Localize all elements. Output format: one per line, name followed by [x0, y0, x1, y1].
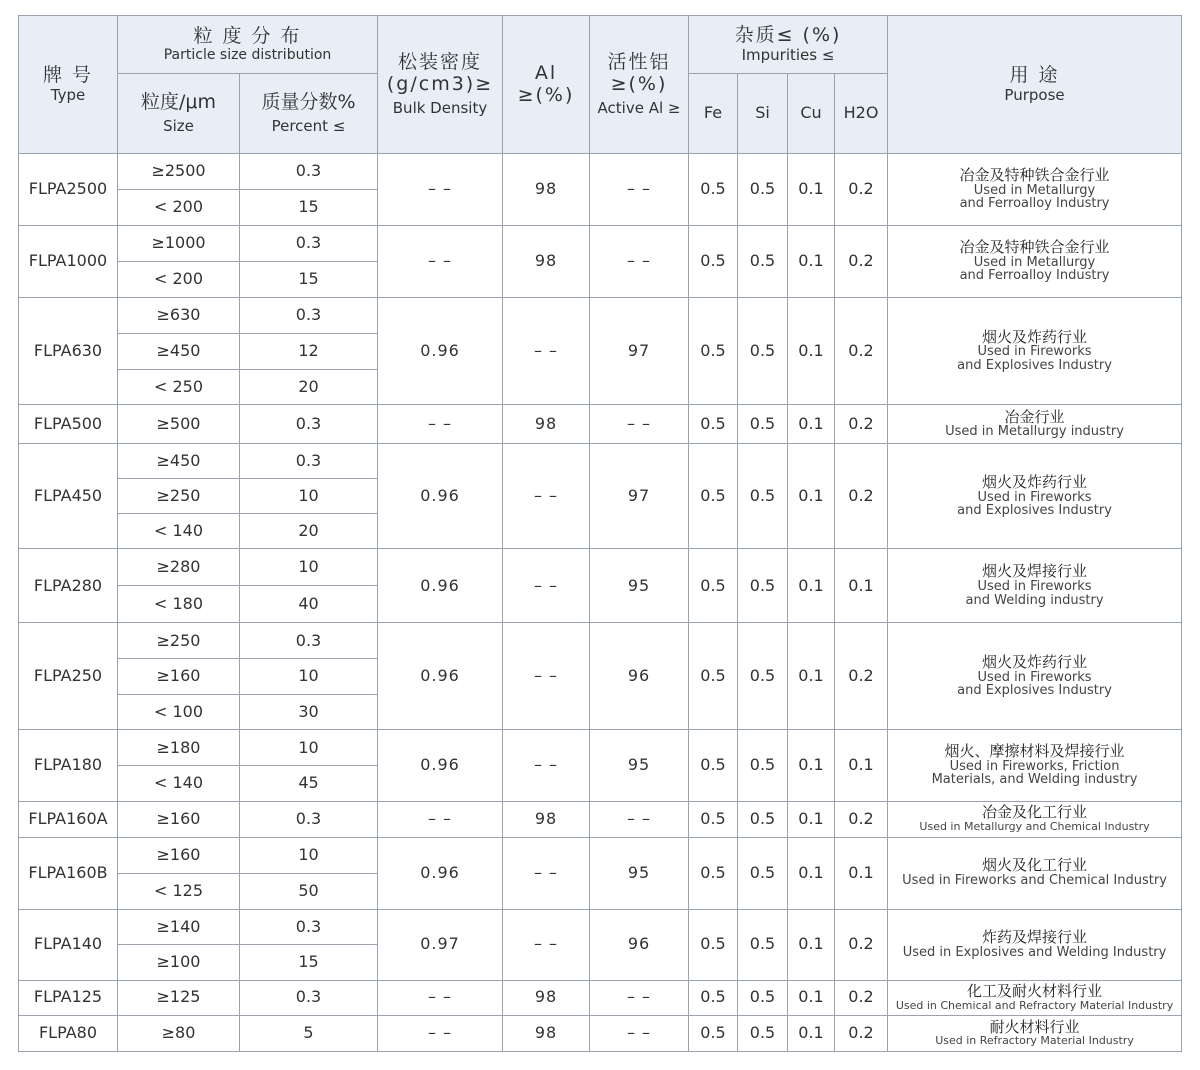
header-impurities [689, 16, 888, 74]
table-row [19, 980, 1182, 1015]
si-cell: 0.5 [738, 980, 788, 1015]
purpose-en: Used in Fireworks [977, 489, 1092, 505]
bulk-density-cell: 0.96 [378, 730, 503, 801]
purpose-cell [888, 444, 1182, 549]
header-cu: Cu [788, 74, 835, 154]
size-cell: ≥180 [118, 730, 240, 766]
header-psd [118, 16, 378, 74]
purpose-en: Used in Fireworks and Chemical Industry [902, 873, 1167, 889]
percent-cell: 0.3 [240, 444, 378, 479]
fe-cell: 0.5 [689, 549, 738, 623]
percent-cell: 15 [240, 262, 378, 298]
active-al-cell: – – [590, 1015, 689, 1051]
spec-table [18, 15, 1182, 1052]
active-al-cell: 95 [590, 837, 689, 909]
table-row [19, 837, 1182, 873]
size-cell: ≥500 [118, 405, 240, 444]
al-cell: – – [503, 730, 590, 801]
size-cell: ≥140 [118, 909, 240, 945]
table-row [19, 1015, 1182, 1051]
type-cell: FLPA250 [19, 623, 118, 730]
fe-cell: 0.5 [689, 405, 738, 444]
active-al-cell: 96 [590, 909, 689, 980]
percent-cell: 15 [240, 190, 378, 226]
purpose-cell [888, 980, 1182, 1015]
header-si: Si [738, 74, 788, 154]
si-cell: 0.5 [738, 298, 788, 405]
purpose-cn: 烟火及炸药行业 [982, 472, 1088, 491]
size-cell: ≥1000 [118, 226, 240, 262]
table-row [19, 549, 1182, 586]
bulk-density-cell: – – [378, 980, 503, 1015]
fe-cell: 0.5 [689, 444, 738, 549]
si-cell: 0.5 [738, 549, 788, 623]
bulk-density-cell: 0.96 [378, 549, 503, 623]
active-al-cell: – – [590, 226, 689, 298]
si-cell: 0.5 [738, 405, 788, 444]
table-row [19, 444, 1182, 479]
purpose-cell [888, 909, 1182, 980]
al-cell: 98 [503, 1015, 590, 1051]
al-cell: – – [503, 444, 590, 549]
percent-cell: 0.3 [240, 405, 378, 444]
size-cell: < 125 [118, 873, 240, 909]
header-imp-cn: 杂质≤ (%) [734, 23, 842, 46]
bulk-density-cell: 0.96 [378, 444, 503, 549]
percent-cell: 20 [240, 369, 378, 405]
size-cell: ≥125 [118, 980, 240, 1015]
purpose-cell [888, 730, 1182, 801]
header-active-l2: ≥(%) [610, 72, 668, 95]
al-cell: 98 [503, 980, 590, 1015]
type-cell: FLPA280 [19, 549, 118, 623]
purpose-en: Used in Chemical and Refractory Material Industry [895, 998, 1174, 1012]
table-row [19, 623, 1182, 659]
purpose-en: Used in Fireworks [977, 669, 1092, 685]
header-h2o: H2O [835, 74, 888, 154]
header-fe: Fe [689, 74, 738, 154]
size-cell: < 200 [118, 262, 240, 298]
size-cell: ≥80 [118, 1015, 240, 1051]
size-cell: < 200 [118, 190, 240, 226]
size-cell: ≥450 [118, 333, 240, 369]
h2o-cell: 0.2 [835, 405, 888, 444]
table-row [19, 730, 1182, 766]
si-cell: 0.5 [738, 226, 788, 298]
si-cell: 0.5 [738, 623, 788, 730]
bulk-density-cell: 0.96 [378, 837, 503, 909]
purpose-cn: 烟火及炸药行业 [982, 327, 1088, 346]
purpose-cell [888, 549, 1182, 623]
size-cell: ≥160 [118, 801, 240, 837]
cu-cell: 0.1 [788, 909, 835, 980]
active-al-cell: – – [590, 154, 689, 226]
purpose-cell [888, 154, 1182, 226]
al-cell: 98 [503, 405, 590, 444]
type-cell: FLPA180 [19, 730, 118, 801]
active-al-cell: 95 [590, 549, 689, 623]
size-cell: < 140 [118, 765, 240, 801]
bulk-density-cell: – – [378, 801, 503, 837]
table-row [19, 154, 1182, 190]
si-cell: 0.5 [738, 837, 788, 909]
purpose-en: Used in Metallurgy and Chemical Industry [919, 820, 1150, 834]
percent-cell: 30 [240, 694, 378, 730]
purpose-en: and Welding industry [965, 592, 1104, 608]
si-cell: 0.5 [738, 730, 788, 801]
purpose-en: Used in Refractory Material Industry [935, 1034, 1134, 1048]
fe-cell: 0.5 [689, 1015, 738, 1051]
header-active [590, 16, 689, 154]
fe-cell: 0.5 [689, 226, 738, 298]
purpose-cn: 耐火材料行业 [989, 1017, 1080, 1036]
size-cell: ≥450 [118, 444, 240, 479]
header-psd-en: Particle size distribution [163, 47, 332, 64]
fe-cell: 0.5 [689, 980, 738, 1015]
bulk-density-cell: – – [378, 154, 503, 226]
percent-cell: 12 [240, 333, 378, 369]
size-cell: ≥160 [118, 659, 240, 695]
al-cell: – – [503, 623, 590, 730]
type-cell: FLPA450 [19, 444, 118, 549]
percent-cell: 10 [240, 479, 378, 514]
purpose-cn: 烟火、摩擦材料及焊接行业 [944, 741, 1125, 760]
type-cell: FLPA500 [19, 405, 118, 444]
table-row [19, 298, 1182, 334]
size-cell: ≥250 [118, 479, 240, 514]
si-cell: 0.5 [738, 154, 788, 226]
si-cell: 0.5 [738, 1015, 788, 1051]
header-type-en: Type [50, 85, 86, 104]
header-bulk-unit: (g/cm3)≥ [386, 72, 494, 95]
purpose-en: and Explosives Industry [957, 503, 1112, 519]
purpose-cell [888, 801, 1182, 837]
type-cell: FLPA140 [19, 909, 118, 980]
al-cell: 98 [503, 226, 590, 298]
bulk-density-cell: – – [378, 226, 503, 298]
h2o-cell: 0.2 [835, 444, 888, 549]
h2o-cell: 0.2 [835, 980, 888, 1015]
percent-cell: 40 [240, 586, 378, 623]
h2o-cell: 0.1 [835, 549, 888, 623]
percent-cell: 20 [240, 514, 378, 549]
purpose-en: Used in Metallurgy [973, 182, 1096, 198]
purpose-cn: 冶金及化工行业 [982, 803, 1088, 822]
purpose-en: Used in Fireworks [977, 344, 1092, 360]
fe-cell: 0.5 [689, 837, 738, 909]
size-cell: ≥250 [118, 623, 240, 659]
table-row [19, 405, 1182, 444]
purpose-en: and Explosives Industry [957, 683, 1112, 699]
size-cell: ≥2500 [118, 154, 240, 190]
size-cell: ≥160 [118, 837, 240, 873]
header-bulk-cn: 松装密度 [397, 51, 482, 74]
h2o-cell: 0.2 [835, 623, 888, 730]
header-type [19, 16, 118, 154]
header-al [503, 16, 590, 154]
bulk-density-cell: – – [378, 405, 503, 444]
header-percent-en: Percent ≤ [271, 116, 346, 135]
al-cell: 98 [503, 801, 590, 837]
h2o-cell: 0.2 [835, 298, 888, 405]
purpose-en: Used in Metallurgy [973, 254, 1096, 270]
active-al-cell: 95 [590, 730, 689, 801]
al-cell: – – [503, 837, 590, 909]
purpose-cell [888, 226, 1182, 298]
purpose-cell [888, 623, 1182, 730]
fe-cell: 0.5 [689, 623, 738, 730]
h2o-cell: 0.1 [835, 730, 888, 801]
percent-cell: 5 [240, 1015, 378, 1051]
percent-cell: 0.3 [240, 623, 378, 659]
header-purpose [888, 16, 1182, 154]
header-purpose-cn: 用 途 [1009, 63, 1060, 86]
header-bulk [378, 16, 503, 154]
purpose-cn: 冶金行业 [1004, 407, 1065, 426]
fe-cell: 0.5 [689, 298, 738, 405]
bulk-density-cell: – – [378, 1015, 503, 1051]
percent-cell: 0.3 [240, 154, 378, 190]
percent-cell: 0.3 [240, 801, 378, 837]
header-imp-en: Impurities ≤ [741, 45, 835, 64]
header-al-l2: ≥(%) [517, 83, 575, 106]
si-cell: 0.5 [738, 444, 788, 549]
purpose-en: and Ferroalloy Industry [959, 268, 1110, 284]
percent-cell: 0.3 [240, 298, 378, 334]
active-al-cell: – – [590, 801, 689, 837]
cu-cell: 0.1 [788, 405, 835, 444]
h2o-cell: 0.2 [835, 909, 888, 980]
h2o-cell: 0.2 [835, 226, 888, 298]
al-cell: 98 [503, 154, 590, 226]
cu-cell: 0.1 [788, 298, 835, 405]
al-cell: – – [503, 549, 590, 623]
percent-cell: 45 [240, 765, 378, 801]
purpose-en: Used in Fireworks [977, 579, 1092, 595]
cu-cell: 0.1 [788, 980, 835, 1015]
fe-cell: 0.5 [689, 154, 738, 226]
purpose-en: Materials, and Welding industry [931, 772, 1138, 788]
percent-cell: 15 [240, 945, 378, 981]
size-cell: < 100 [118, 694, 240, 730]
bulk-density-cell: 0.96 [378, 298, 503, 405]
header-active-cn: 活性铝 [607, 51, 671, 74]
purpose-cn: 化工及耐火材料行业 [967, 982, 1103, 1001]
size-cell: ≥100 [118, 945, 240, 981]
fe-cell: 0.5 [689, 730, 738, 801]
purpose-cn: 冶金及特种铁合金行业 [959, 238, 1110, 257]
cu-cell: 0.1 [788, 549, 835, 623]
bulk-density-cell: 0.97 [378, 909, 503, 980]
table-header [19, 16, 1182, 154]
type-cell: FLPA2500 [19, 154, 118, 226]
size-cell: < 140 [118, 514, 240, 549]
percent-cell: 10 [240, 659, 378, 695]
fe-cell: 0.5 [689, 801, 738, 837]
header-size-cn: 粒度/μm [141, 90, 216, 113]
purpose-cn: 冶金及特种铁合金行业 [959, 166, 1110, 185]
active-al-cell: 96 [590, 623, 689, 730]
table-row [19, 909, 1182, 945]
size-cell: ≥280 [118, 549, 240, 586]
purpose-cell [888, 837, 1182, 909]
cu-cell: 0.1 [788, 226, 835, 298]
header-active-en: Active Al ≥ [597, 98, 681, 117]
active-al-cell: 97 [590, 298, 689, 405]
percent-cell: 10 [240, 837, 378, 873]
fe-cell: 0.5 [689, 909, 738, 980]
h2o-cell: 0.2 [835, 154, 888, 226]
purpose-cn: 炸药及焊接行业 [982, 927, 1088, 946]
header-purpose-en: Purpose [1004, 85, 1065, 104]
type-cell: FLPA125 [19, 980, 118, 1015]
si-cell: 0.5 [738, 801, 788, 837]
purpose-cn: 烟火及炸药行业 [982, 652, 1088, 671]
purpose-en: and Ferroalloy Industry [959, 196, 1110, 212]
al-cell: – – [503, 909, 590, 980]
active-al-cell: – – [590, 980, 689, 1015]
bulk-density-cell: 0.96 [378, 623, 503, 730]
percent-cell: 0.3 [240, 980, 378, 1015]
cu-cell: 0.1 [788, 730, 835, 801]
size-cell: ≥630 [118, 298, 240, 334]
purpose-cn: 烟火及焊接行业 [982, 562, 1088, 581]
si-cell: 0.5 [738, 909, 788, 980]
table-body [19, 154, 1182, 1052]
h2o-cell: 0.2 [835, 801, 888, 837]
cu-cell: 0.1 [788, 801, 835, 837]
size-cell: < 250 [118, 369, 240, 405]
cu-cell: 0.1 [788, 623, 835, 730]
type-cell: FLPA160A [19, 801, 118, 837]
percent-cell: 10 [240, 549, 378, 586]
active-al-cell: 97 [590, 444, 689, 549]
header-size-en: Size [163, 116, 194, 135]
cu-cell: 0.1 [788, 154, 835, 226]
header-size [118, 74, 240, 154]
h2o-cell: 0.1 [835, 837, 888, 909]
percent-cell: 50 [240, 873, 378, 909]
h2o-cell: 0.2 [835, 1015, 888, 1051]
header-percent [240, 74, 378, 154]
header-psd-cn: 粒 度 分 布 [193, 24, 302, 47]
header-al-l1: Al [534, 61, 558, 84]
purpose-en: Used in Explosives and Welding Industry [902, 944, 1167, 960]
percent-cell: 0.3 [240, 226, 378, 262]
percent-cell: 0.3 [240, 909, 378, 945]
cu-cell: 0.1 [788, 1015, 835, 1051]
cu-cell: 0.1 [788, 444, 835, 549]
table-row [19, 226, 1182, 262]
al-cell: – – [503, 298, 590, 405]
purpose-en: and Explosives Industry [957, 358, 1112, 374]
cu-cell: 0.1 [788, 837, 835, 909]
header-percent-cn: 质量分数% [261, 90, 356, 113]
active-al-cell: – – [590, 405, 689, 444]
type-cell: FLPA630 [19, 298, 118, 405]
type-cell: FLPA80 [19, 1015, 118, 1051]
purpose-en: Used in Fireworks, Friction [949, 758, 1120, 774]
purpose-cell [888, 298, 1182, 405]
purpose-en: Used in Metallurgy industry [945, 424, 1124, 440]
percent-cell: 10 [240, 730, 378, 766]
purpose-cell [888, 405, 1182, 444]
table-row [19, 801, 1182, 837]
header-bulk-en: Bulk Density [392, 98, 488, 117]
purpose-cn: 烟火及化工行业 [982, 856, 1088, 875]
size-cell: < 180 [118, 586, 240, 623]
type-cell: FLPA160B [19, 837, 118, 909]
purpose-cell [888, 1015, 1182, 1051]
header-type-cn: 牌 号 [42, 63, 94, 86]
type-cell: FLPA1000 [19, 226, 118, 298]
